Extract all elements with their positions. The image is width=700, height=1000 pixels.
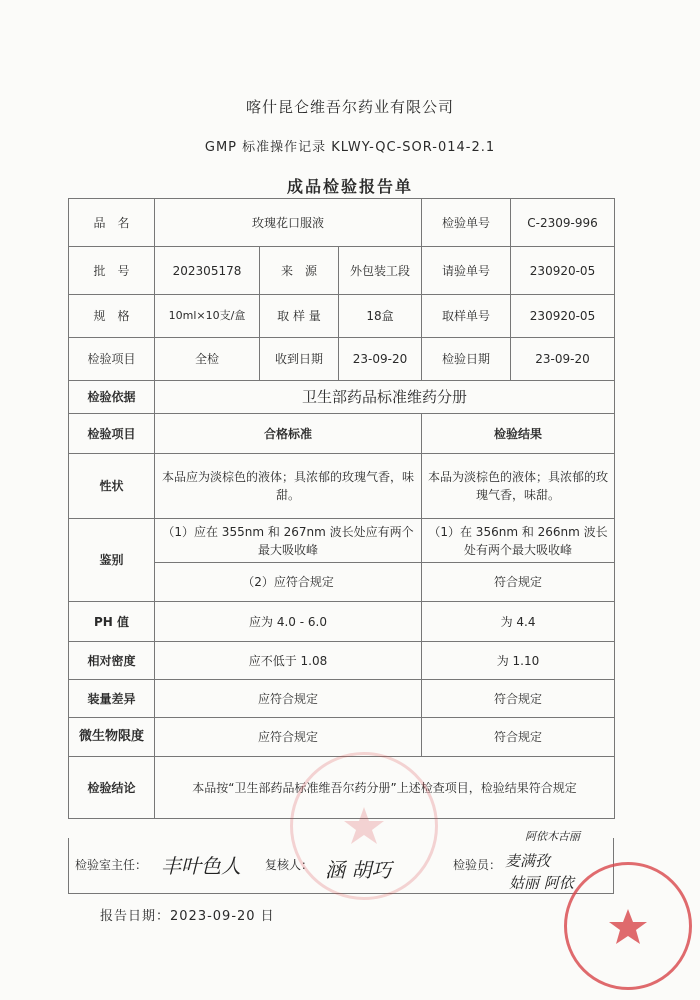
seal-star-icon <box>293 755 435 897</box>
sample-qty-label: 取 样 量 <box>260 295 339 338</box>
form-title: 成品检验报告单 <box>286 177 413 196</box>
fill-standard: 应符合规定 <box>155 680 422 718</box>
test-item-value: 全检 <box>155 338 260 381</box>
reviewer-signature: 涵 胡巧 <box>325 858 392 882</box>
test-item-label: 检验项目 <box>69 338 155 381</box>
sample-no-label: 取样单号 <box>422 295 511 338</box>
ph-result: 为 4.4 <box>422 602 615 642</box>
director-label: 检验室主任： <box>75 858 148 872</box>
basis-row <box>69 381 615 414</box>
received-label: 收到日期 <box>260 338 339 381</box>
results-header-row <box>69 414 615 454</box>
density-row <box>69 642 615 680</box>
received-value: 23-09-20 <box>339 338 422 381</box>
appearance-label: 性状 <box>69 454 155 519</box>
quality-dept-seal <box>564 862 692 990</box>
identification-result-2: 符合规定 <box>422 563 615 602</box>
microbe-row <box>69 718 615 757</box>
inspector-signature-top: 阿依木古丽 <box>525 830 580 843</box>
company-seal-center <box>290 752 438 900</box>
test-no-label: 检验单号 <box>422 199 511 247</box>
product-value: 玫瑰花口服液 <box>155 199 422 247</box>
inspector-label: 检验员： <box>453 858 502 872</box>
identification-result-1: （1）在 356nm 和 266nm 波长处有两个最大吸收峰 <box>422 519 615 563</box>
density-standard: 应不低于 1.08 <box>155 642 422 680</box>
fill-label: 装量差异 <box>69 680 155 718</box>
source-value: 外包装工段 <box>339 247 422 295</box>
batch-value: 202305178 <box>155 247 260 295</box>
product-label: 品 名 <box>69 199 155 247</box>
microbe-label: 微生物限度 <box>69 718 155 757</box>
director-signature: 丰叶色人 <box>161 854 241 878</box>
info-row-test <box>69 338 615 381</box>
info-row-batch <box>69 247 615 295</box>
appearance-row <box>69 454 615 519</box>
source-label: 来 源 <box>260 247 339 295</box>
batch-label: 批 号 <box>69 247 155 295</box>
basis-label: 检验依据 <box>69 381 155 414</box>
sample-qty-value: 18盒 <box>339 295 422 338</box>
identification-row-1 <box>69 519 615 563</box>
sample-no-value: 230920-05 <box>511 295 615 338</box>
seal-star-icon <box>567 865 689 987</box>
report-table <box>68 198 615 819</box>
spec-label: 规 格 <box>69 295 155 338</box>
ph-row <box>69 602 615 642</box>
identification-label: 鉴别 <box>69 519 155 602</box>
fill-result: 符合规定 <box>422 680 615 718</box>
spec-value: 10ml×10支/盒 <box>155 295 260 338</box>
header-standard: 合格标准 <box>155 414 422 454</box>
request-no-label: 请验单号 <box>422 247 511 295</box>
ph-label: PH 值 <box>69 602 155 642</box>
inspector-signature-bottom: 姑丽 阿依 <box>509 874 574 892</box>
identification-standard-2: （2）应符合规定 <box>155 563 422 602</box>
density-result: 为 1.10 <box>422 642 615 680</box>
company-name: 喀什昆仑维吾尔药业有限公司 <box>245 98 454 116</box>
conclusion-label: 检验结论 <box>69 757 155 819</box>
fill-row <box>69 680 615 718</box>
density-label: 相对密度 <box>69 642 155 680</box>
identification-standard-1: （1）应在 355nm 和 267nm 波长处应有两个最大吸收峰 <box>155 519 422 563</box>
test-date-value: 23-09-20 <box>511 338 615 381</box>
ph-standard: 应为 4.0 - 6.0 <box>155 602 422 642</box>
basis-value: 卫生部药品标准维药分册 <box>155 381 615 414</box>
inspector-signature-mid: 麦满孜 <box>505 852 551 870</box>
microbe-result: 符合规定 <box>422 718 615 757</box>
appearance-standard: 本品应为淡棕色的液体；具浓郁的玫瑰气香，味甜。 <box>155 454 422 519</box>
record-title: GMP 标准操作记录 KLWY-QC-SOR-014-2.1 <box>204 140 496 155</box>
test-date-label: 检验日期 <box>422 338 511 381</box>
report-date: 报告日期：2023-09-20 日 <box>100 909 275 924</box>
microbe-standard: 应符合规定 <box>155 718 422 757</box>
test-no-value: C-2309-996 <box>511 199 615 247</box>
header-result: 检验结果 <box>422 414 615 454</box>
appearance-result: 本品为淡棕色的液体；具浓郁的玫瑰气香，味甜。 <box>422 454 615 519</box>
info-row-spec <box>69 295 615 338</box>
info-row-product <box>69 199 615 247</box>
reviewer-label: 复核人： <box>265 858 314 872</box>
request-no-value: 230920-05 <box>511 247 615 295</box>
conclusion-text: 本品按“卫生部药品标准维吾尔药分册”上述检查项目，检验结果符合规定 <box>155 757 615 819</box>
header-item: 检验项目 <box>69 414 155 454</box>
